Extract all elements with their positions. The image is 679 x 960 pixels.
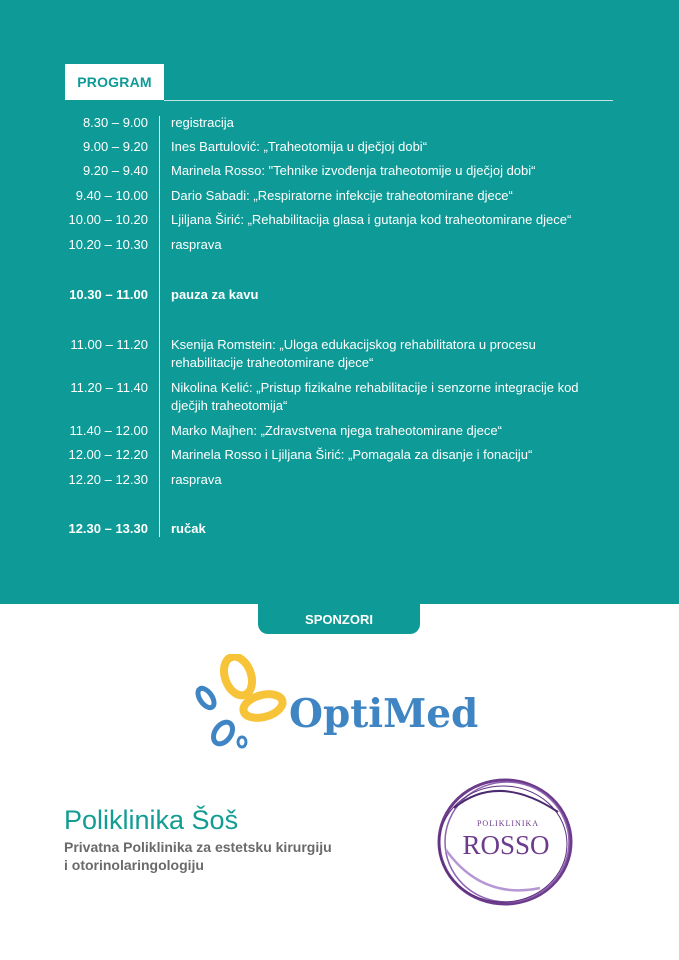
schedule-desc: pauza za kavu [171, 287, 259, 302]
schedule-time: 11.20 – 11.40 [70, 380, 148, 395]
schedule-time: 10.00 – 10.20 [68, 212, 148, 227]
schedule-desc: ručak [171, 521, 206, 536]
schedule-time: 8.30 – 9.00 [82, 115, 148, 130]
schedule-desc: Ksenija Romstein: „Uloga edukacijskog rehabilitatora u procesu rehabilitacije traheotomirane djece“ [171, 337, 536, 370]
schedule-desc: Ines Bartulović: „Traheotomija u dječjoj dobi“ [171, 139, 428, 154]
schedule-desc: rasprava [171, 472, 222, 487]
rosso-wordmark: ROSSO [462, 830, 550, 860]
rosso-logo-icon [432, 772, 578, 912]
schedule-time: 10.20 – 10.30 [68, 237, 148, 252]
heading-divider [164, 100, 613, 101]
rosso-small-label: POLIKLINIKA [476, 819, 540, 828]
schedule-time: 9.00 – 9.20 [82, 139, 148, 154]
schedule-desc: Marinela Rosso i Ljiljana Širić: „Pomagala za disanje i fonaciju“ [171, 447, 533, 462]
schedule-time: 12.30 – 13.30 [68, 521, 148, 536]
schedule-desc: Marinela Rosso: "Tehnike izvođenja traheotomije u dječjoj dobi“ [171, 163, 536, 178]
schedule-time: 12.00 – 12.20 [68, 447, 148, 462]
sos-subtitle-line1: Privatna Poliklinika za estetsku kirurgiju [64, 839, 332, 855]
schedule-desc: Marko Majhen: „Zdravstvena njega traheotomirane djece“ [171, 423, 502, 438]
sos-subtitle-line2: i otorinolaringologiju [64, 857, 204, 873]
sos-title: Poliklinika Šoš [64, 805, 239, 835]
schedule-time: 9.40 – 10.00 [75, 188, 148, 203]
schedule-time: 10.30 – 11.00 [69, 287, 148, 302]
schedule-time: 12.20 – 12.30 [68, 472, 148, 487]
program-heading: PROGRAM [65, 64, 164, 100]
sponsors-heading: SPONZORI [258, 604, 420, 634]
schedule-desc: rasprava [171, 237, 222, 252]
schedule-time: 9.20 – 9.40 [82, 163, 148, 178]
optimed-wordmark: OptiMed [289, 691, 479, 737]
schedule-desc: registracija [171, 115, 234, 130]
timeline-divider [159, 116, 160, 537]
schedule-time: 11.00 – 11.20 [70, 337, 148, 352]
schedule-desc: Nikolina Kelić: „Pristup fizikalne rehabilitacije i senzorne integracije kod dječjih traheotomija“ [171, 380, 579, 413]
schedule-desc: Dario Sabadi: „Respiratorne infekcije traheotomirane djece“ [171, 188, 513, 203]
schedule-desc: Ljiljana Širić: „Rehabilitacija glasa i gutanja kod traheotomirane djece“ [171, 212, 572, 227]
schedule-time: 11.40 – 12.00 [69, 423, 148, 438]
